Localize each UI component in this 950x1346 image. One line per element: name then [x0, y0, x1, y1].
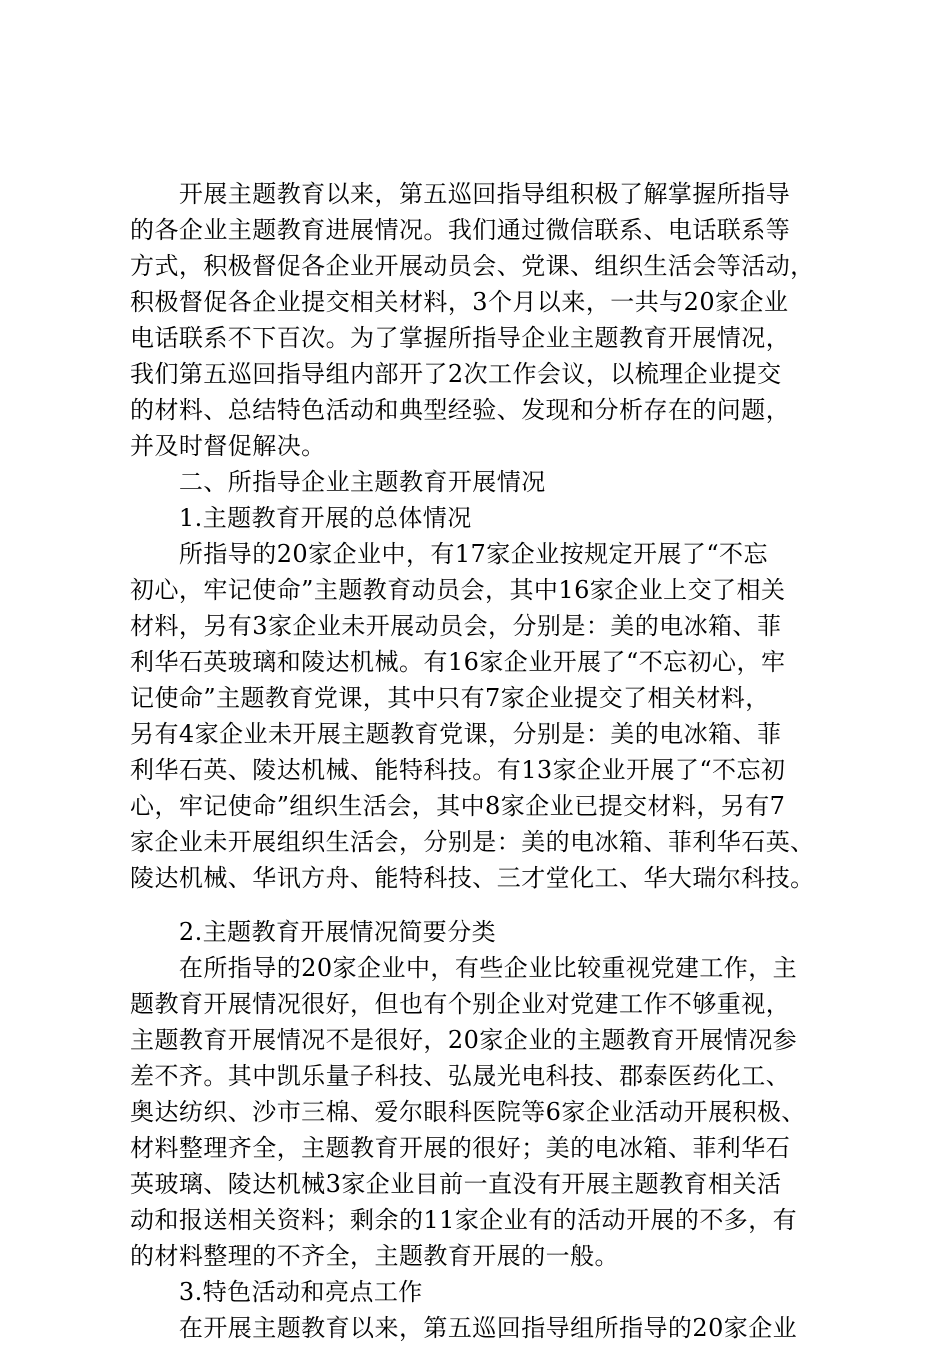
text-line: 差不齐。其中凯乐量子科技、弘晟光电科技、郡泰医药化工、	[130, 1062, 791, 1090]
text-line: 利华石英玻璃和陵达机械。有16家企业开展了“不忘初心，牢	[130, 648, 786, 676]
text-line: 开展主题教育以来，第五巡回指导组积极了解掌握所指导	[130, 180, 791, 208]
section-heading: 二、所指导企业主题教育开展情况	[130, 468, 546, 496]
text-line: 并及时督促解决。	[130, 432, 326, 460]
text-line: 英玻璃、陵达机械3家企业目前一直没有开展主题教育相关活	[130, 1170, 782, 1198]
text-line: 另有4家企业未开展主题教育党课，分别是：美的电冰箱、菲	[130, 720, 782, 748]
text-line: 积极督促各企业提交相关材料，3个月以来，一共与20家企业	[130, 288, 789, 316]
text-line: 的材料整理的不齐全，主题教育开展的一般。	[130, 1242, 619, 1270]
text-line: 心，牢记使命”组织生活会，其中8家企业已提交材料，另有7	[130, 792, 786, 820]
text-line: 方式，积极督促各企业开展动员会、党课、组织生活会等活动，	[130, 252, 815, 280]
text-line: 我们第五巡回指导组内部开了2次工作会议，以梳理企业提交	[130, 360, 782, 388]
text-line: 在开展主题教育以来，第五巡回指导组所指导的20家企业	[130, 1314, 798, 1342]
text-line: 材料整理齐全，主题教育开展的很好；美的电冰箱、菲利华石	[130, 1134, 791, 1162]
text-line: 材料，另有3家企业未开展动员会，分别是：美的电冰箱、菲	[130, 612, 782, 640]
text-line: 所指导的20家企业中，有17家企业按规定开展了“不忘	[130, 540, 768, 568]
text-line: 的材料、总结特色活动和典型经验、发现和分析存在的问题，	[130, 396, 791, 424]
text-line: 题教育开展情况很好，但也有个别企业对党建工作不够重视，	[130, 990, 791, 1018]
text-line: 奥达纺织、沙市三棉、爱尔眼科医院等6家企业活动开展积极、	[130, 1098, 806, 1126]
text-line: 动和报送相关资料；剩余的11家企业有的活动开展的不多，有	[130, 1206, 798, 1234]
subsection-heading: 2.主题教育开展情况简要分类	[130, 918, 497, 946]
text-line: 家企业未开展组织生活会，分别是：美的电冰箱、菲利华石英、	[130, 828, 815, 856]
text-line: 电话联系不下百次。为了掌握所指导企业主题教育开展情况，	[130, 324, 791, 352]
text-line: 利华石英、陵达机械、能特科技。有13家企业开展了“不忘初	[130, 756, 786, 784]
text-line: 记使命”主题教育党课，其中只有7家企业提交了相关材料，	[130, 684, 770, 712]
text-line: 陵达机械、华讯方舟、能特科技、三才堂化工、华大瑞尔科技。	[130, 864, 815, 892]
text-line: 在所指导的20家企业中，有些企业比较重视党建工作，主	[130, 954, 798, 982]
subsection-heading: 3.特色活动和亮点工作	[130, 1278, 423, 1306]
subsection-heading: 1.主题教育开展的总体情况	[130, 504, 472, 532]
text-line: 的各企业主题教育进展情况。我们通过微信联系、电话联系等	[130, 216, 791, 244]
text-line: 主题教育开展情况不是很好，20家企业的主题教育开展情况参	[130, 1026, 798, 1054]
text-line: 初心，牢记使命”主题教育动员会，其中16家企业上交了相关	[130, 576, 786, 604]
